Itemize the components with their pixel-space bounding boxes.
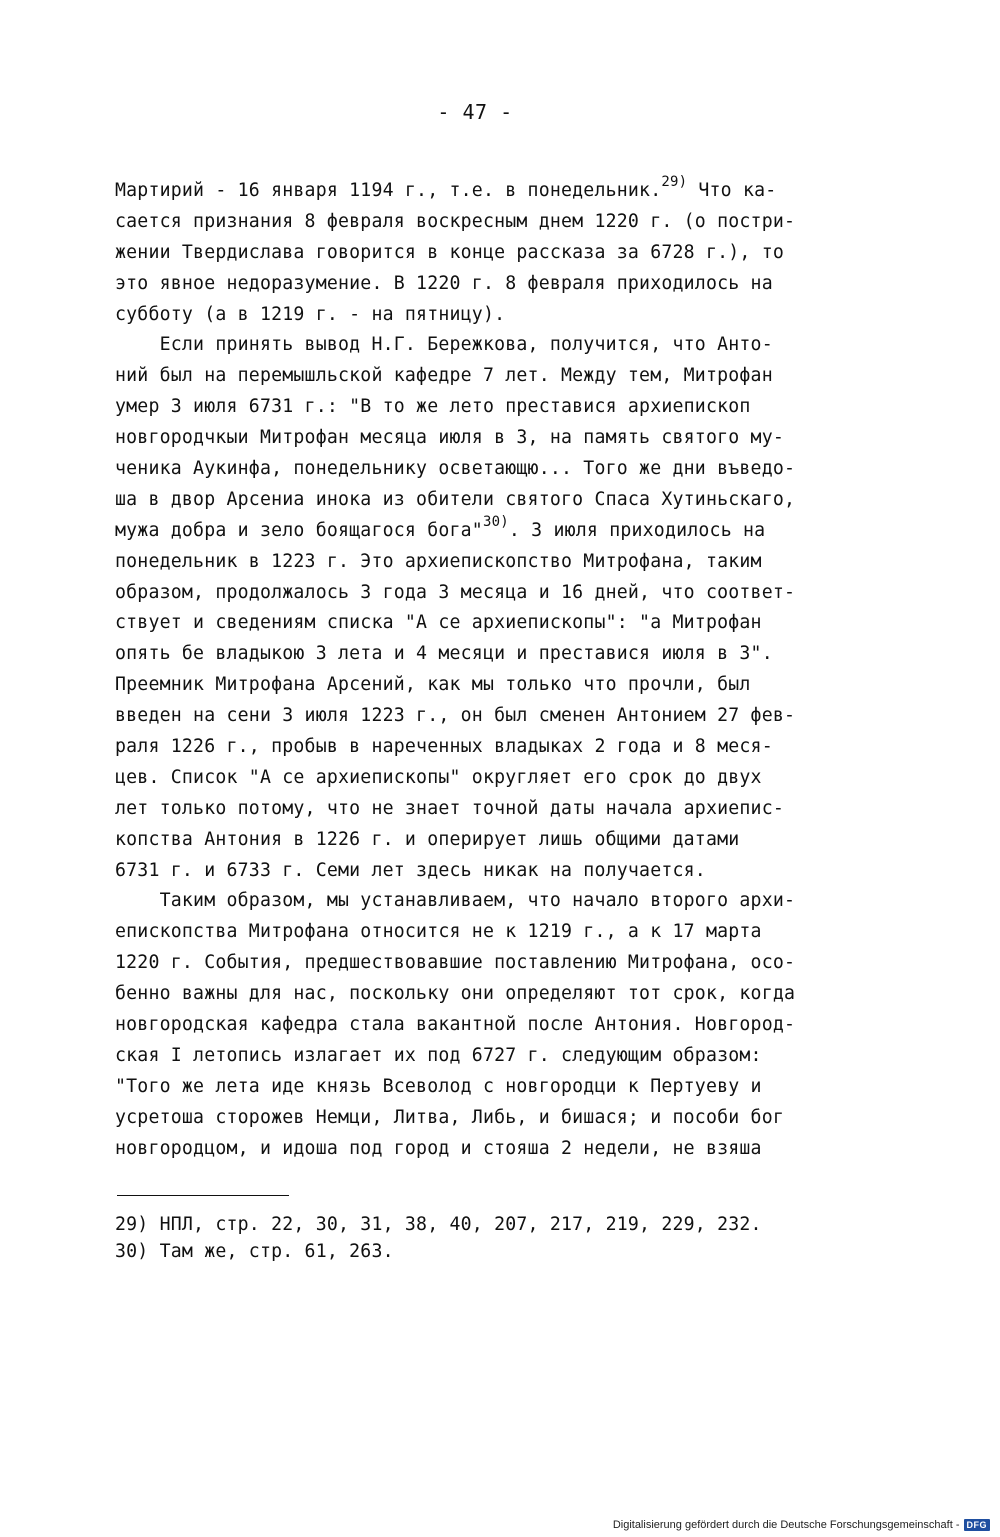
line-text: 6731 г. и 6733 г. Семи лет здесь никак на получается. — [115, 859, 706, 881]
text-line — [115, 454, 895, 485]
text-line — [115, 608, 895, 639]
text-line — [115, 670, 895, 701]
footnote-reference: 29) — [661, 174, 688, 190]
text-line — [115, 330, 895, 361]
line-text: это явное недоразумение. В 1220 г. 8 февраля приходилось на — [115, 272, 773, 294]
text-line — [115, 269, 895, 300]
line-text: субботу (а в 1219 г. - на пятницу). — [115, 303, 506, 325]
body-text — [115, 176, 895, 1165]
text-line — [115, 300, 895, 331]
footnote-item: 29) НПЛ, стр. 22, 30, 31, 38, 40, 207, 217, 219, 229, 232. — [115, 1214, 762, 1235]
line-text: мужа добра и зело боящагося бога" — [115, 519, 483, 541]
dfg-logo: DFG — [964, 1519, 991, 1531]
line-text: копства Антония в 1226 г. и оперирует лишь общими датами — [115, 828, 740, 850]
text-line — [115, 513, 895, 547]
text-line — [115, 763, 895, 794]
line-text: бенно важны для нас, поскольку они определяют тот срок, когда — [115, 983, 796, 1005]
footnote-reference: 30) — [482, 513, 509, 530]
text-line — [115, 423, 895, 454]
text-line — [115, 825, 895, 856]
text-line — [115, 1103, 895, 1134]
line-text-continued: Что ка- — [687, 180, 777, 201]
line-text: ская I летопись излагает их под 6727 г. следующим образом: — [115, 1044, 762, 1066]
text-line — [115, 238, 895, 269]
page-number: - 47 - — [437, 100, 513, 124]
text-line — [115, 1134, 895, 1165]
line-text: Мартирий - 16 января 1194 г., т.е. в понедельник. — [115, 180, 662, 201]
text-line — [115, 1041, 895, 1072]
text-line — [115, 485, 895, 516]
line-text: ша в двор Арсениа инока из обители святого Спаса Хутиньскаго, — [115, 488, 796, 510]
line-text: 1220 г. События, предшествовавшие поставлению Митрофана, осо- — [115, 952, 796, 974]
text-line — [115, 547, 895, 578]
line-text: Таким образом, мы устанавливаем, что начало второго архи- — [115, 890, 796, 912]
line-text: опять бе владыкою 3 лета и 4 месяци и преставися июля в 3". — [115, 643, 773, 665]
line-text: новгородцом, и идоша под город и стояша 2 недели, не взяша — [115, 1137, 762, 1159]
text-line — [115, 979, 895, 1010]
credit-text: Digitalisierung gefördert durch die Deutsche Forschungsgemeinschaft - — [612, 1519, 960, 1531]
text-line — [115, 207, 895, 238]
line-text: умер 3 июля 6731 г.: "В то же лето преставися архиепископ — [115, 396, 751, 418]
line-text: Преемник Митрофана Арсений, как мы только что прочли, был — [115, 674, 751, 696]
text-line — [115, 794, 895, 825]
text-line — [115, 1072, 895, 1103]
line-text: цев. Список "А се архиепископы" округляет его срок до двух — [115, 766, 762, 788]
line-text: ченика Аукинфа, понедельнику осветающю... Того же дни въведо- — [115, 458, 796, 480]
line-text: новгородская кафедра стала вакантной после Антония. Новгород- — [115, 1014, 796, 1036]
line-text: сается признания 8 февраля воскресным днем 1220 г. (о постри- — [115, 210, 796, 232]
text-line — [115, 1010, 895, 1041]
text-line — [115, 578, 895, 609]
line-text: усретоша сторожев Немци, Литва, Либь, и бишася; и пособи бог — [115, 1106, 784, 1128]
line-text-continued: . 3 июля приходилось на — [508, 519, 766, 541]
line-text: новгородчкыи Митрофан месяца июля в 3, на память святого му- — [115, 427, 784, 449]
line-text: образом, продолжалось 3 года 3 месяца и 16 дней, что соответ- — [115, 581, 796, 603]
line-text: лет только потому, что не знает точной даты начала архиепис- — [115, 797, 784, 819]
line-text: "Того же лета иде князь Всеволод с новгородци к Пертуеву и — [115, 1075, 762, 1097]
text-line — [115, 639, 895, 670]
line-text: ствует и сведениям списка "А се архиепископы": "а Митрофан — [115, 612, 762, 634]
line-text: раля 1226 г., пробыв в нареченных владыках 2 года и 8 меся- — [115, 736, 773, 758]
footnote-item: 30) Там же, стр. 61, 263. — [115, 1241, 394, 1262]
line-text: жении Твердислава говорится в конце рассказа за 6728 г.), то — [115, 241, 784, 263]
text-line — [115, 886, 895, 917]
text-line — [115, 856, 895, 887]
text-line — [115, 917, 895, 948]
text-line — [115, 176, 895, 207]
digitization-credit — [613, 1519, 990, 1531]
line-text: епископства Митрофана относится не к 1219 г., а к 17 марта — [115, 921, 762, 943]
footnote-divider — [117, 1195, 289, 1196]
text-line — [115, 732, 895, 763]
footnotes — [115, 1211, 895, 1265]
line-text: ний был на перемышльской кафедре 7 лет. Между тем, Митрофан — [115, 365, 773, 387]
text-line — [115, 701, 895, 732]
text-line — [115, 948, 895, 979]
line-text: понедельник в 1223 г. Это архиепископство Митрофана, таким — [115, 550, 762, 572]
text-line — [115, 361, 895, 392]
line-text: Если принять вывод Н.Г. Бережкова, получится, что Анто- — [115, 334, 773, 356]
text-line — [115, 392, 895, 423]
line-text: введен на сени 3 июля 1223 г., он был сменен Антонием 27 фев- — [115, 705, 796, 727]
